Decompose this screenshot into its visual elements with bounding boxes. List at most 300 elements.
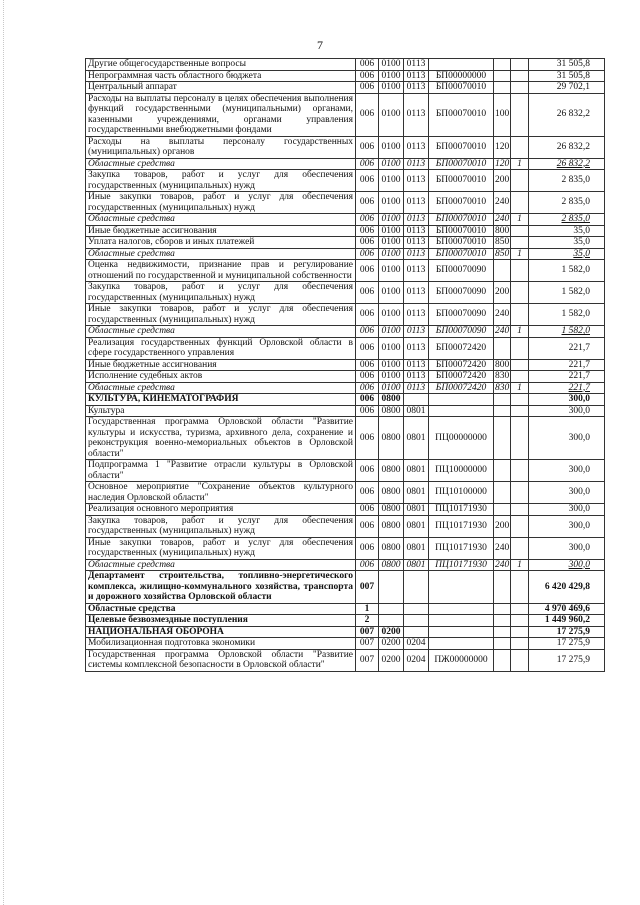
row-ved-code: 006 — [356, 326, 379, 338]
row-subsection-code: 0113 — [404, 304, 429, 326]
row-target-article: ПЦ10000000 — [429, 460, 494, 482]
row-name: Реализация основного мероприятия — [86, 504, 356, 516]
row-name: Уплата налогов, сборов и иных платежей — [86, 237, 356, 249]
row-expense-type — [494, 70, 511, 82]
row-ved-code: 006 — [356, 248, 379, 260]
row-amount: 26 832,2 — [529, 158, 605, 170]
row-subsection-code: 0113 — [404, 337, 429, 359]
table-row — [86, 537, 605, 559]
row-section-code: 0100 — [379, 237, 404, 249]
row-funding-source — [511, 371, 529, 383]
row-expense-type: 120 — [494, 136, 511, 158]
row-name: КУЛЬТУРА, КИНЕМАТОГРАФИЯ — [86, 394, 356, 406]
row-name: Целевые безвозмездные поступления — [86, 615, 356, 627]
row-section-code: 0100 — [379, 70, 404, 82]
row-funding-source — [511, 93, 529, 136]
row-funding-source — [511, 504, 529, 516]
row-ved-code: 007 — [356, 571, 379, 604]
table-row — [86, 282, 605, 304]
row-ved-code: 007 — [356, 626, 379, 638]
row-section-code: 0100 — [379, 59, 404, 71]
row-funding-source — [511, 615, 529, 627]
row-name: Государственная программа Орловской области "Развитие культуры и искусства, туризма, архивного дела, сохранение и реконструкция военно-мемориальных объектов в Орловской области" — [86, 417, 356, 460]
row-subsection-code: 0204 — [404, 649, 429, 671]
row-subsection-code: 0113 — [404, 237, 429, 249]
row-subsection-code: 0113 — [404, 59, 429, 71]
row-amount: 300,0 — [529, 537, 605, 559]
row-section-code: 0800 — [379, 417, 404, 460]
row-target-article: БП00070010 — [429, 170, 494, 192]
row-section-code: 0100 — [379, 337, 404, 359]
row-section-code: 0800 — [379, 515, 404, 537]
row-name: Областные средства — [86, 158, 356, 170]
row-name: НАЦИОНАЛЬНАЯ ОБОРОНА — [86, 626, 356, 638]
row-name: Иные бюджетные ассигнования — [86, 225, 356, 237]
row-expense-type — [494, 626, 511, 638]
row-target-article: ПЦ10171930 — [429, 559, 494, 571]
row-ved-code: 006 — [356, 237, 379, 249]
row-section-code: 0100 — [379, 248, 404, 260]
row-target-article: БП00070090 — [429, 326, 494, 338]
row-expense-type: 240 — [495, 559, 510, 570]
row-ved-code: 2 — [356, 615, 379, 627]
row-subsection-code — [404, 615, 429, 627]
row-funding-source — [511, 571, 529, 604]
table-row — [86, 214, 605, 226]
row-name: Непрограммная часть областного бюджета — [86, 70, 356, 82]
row-subsection-code: 0113 — [404, 136, 429, 158]
row-name: Иные закупки товаров, работ и услуг для обеспечения государственных (муниципальных) нужд — [86, 537, 356, 559]
row-target-article: БП00070010 — [429, 214, 494, 226]
row-funding-source — [511, 225, 529, 237]
row-target-article — [429, 626, 494, 638]
row-section-code: 0800 — [379, 559, 404, 571]
row-target-article — [429, 603, 494, 615]
row-subsection-code: 0113 — [404, 359, 429, 371]
row-subsection-code: 0113 — [404, 282, 429, 304]
row-section-code: 0100 — [379, 93, 404, 136]
row-target-article — [429, 615, 494, 627]
row-target-article — [429, 405, 494, 417]
row-expense-type — [494, 394, 511, 406]
table-row — [86, 248, 605, 260]
row-subsection-code: 0801 — [404, 537, 429, 559]
row-name: Иные закупки товаров, работ и услуг для обеспечения государственных (муниципальных) нужд — [86, 192, 356, 214]
row-funding-source — [511, 59, 529, 71]
row-subsection-code: 0113 — [404, 382, 429, 394]
row-section-code: 0800 — [379, 482, 404, 504]
row-subsection-code: 0801 — [404, 405, 429, 417]
row-subsection-code: 0801 — [404, 559, 429, 571]
row-expense-type: 240 — [494, 537, 511, 559]
row-target-article: ПЦ10171930 — [429, 537, 494, 559]
row-name: Департамент строительства, топливно-энергетического комплекса, жилищно-коммунального хозяйства, транспорта и дорожного хозяйства Орловской области — [86, 571, 356, 604]
row-amount: 17 275,9 — [529, 626, 605, 638]
row-funding-source — [511, 136, 529, 158]
row-funding-source — [511, 537, 529, 559]
row-section-code: 0100 — [379, 382, 404, 394]
row-ved-code: 007 — [356, 638, 379, 650]
row-funding-source — [511, 192, 529, 214]
row-ved-code: 006 — [356, 170, 379, 192]
row-amount: 26 832,2 — [529, 136, 605, 158]
row-subsection-code: 0113 — [404, 70, 429, 82]
row-target-article: БП00070010 — [429, 192, 494, 214]
row-amount: 300,0 — [529, 417, 605, 460]
row-name: Другие общегосударственные вопросы — [86, 59, 356, 71]
row-subsection-code: 0113 — [404, 82, 429, 94]
row-target-article — [429, 59, 494, 71]
row-funding-source — [511, 70, 529, 82]
row-target-article: БП00072420 — [429, 359, 494, 371]
row-funding-source: 1 — [511, 158, 529, 170]
row-amount: 221,7 — [529, 382, 605, 394]
row-amount: 31 505,8 — [529, 70, 605, 82]
row-name: Иные закупки товаров, работ и услуг для обеспечения государственных (муниципальных) нужд — [86, 304, 356, 326]
row-amount: 31 505,8 — [529, 59, 605, 71]
row-subsection-code — [404, 571, 429, 604]
table-row — [86, 170, 605, 192]
row-subsection-code: 0113 — [404, 170, 429, 192]
row-name: Закупка товаров, работ и услуг для обеспечения государственных (муниципальных) нужд — [86, 282, 356, 304]
row-ved-code: 006 — [356, 158, 379, 170]
row-ved-code: 006 — [356, 482, 379, 504]
row-funding-source — [511, 638, 529, 650]
row-ved-code: 006 — [356, 136, 379, 158]
row-funding-source: 1 — [511, 214, 529, 226]
row-section-code — [379, 571, 404, 604]
row-amount: 2 835,0 — [529, 170, 605, 192]
row-name: Основное мероприятие "Сохранение объектов культурного наследия Орловской области" — [86, 482, 356, 504]
table-row — [86, 136, 605, 158]
row-target-article: БП00070010 — [429, 93, 494, 136]
table-row — [86, 603, 605, 615]
row-target-article: ПЦ00000000 — [429, 417, 494, 460]
row-name: Оценка недвижимости, признание прав и регулирование отношений по государственной и муниципальной собственности — [86, 260, 356, 282]
row-name: Закупка товаров, работ и услуг для обеспечения государственных (муниципальных) нужд — [86, 170, 356, 192]
row-amount: 300,0 — [529, 482, 605, 504]
row-subsection-code: 0801 — [404, 460, 429, 482]
row-subsection-code: 0113 — [404, 248, 429, 260]
row-section-code: 0800 — [379, 394, 404, 406]
row-subsection-code: 0801 — [404, 482, 429, 504]
row-amount: 35,0 — [529, 248, 605, 260]
row-amount: 300,0 — [529, 460, 605, 482]
row-name: Областные средства — [86, 603, 356, 615]
table-row — [86, 158, 605, 170]
row-funding-source: 1 — [511, 248, 529, 260]
table-row — [86, 192, 605, 214]
row-amount: 1 582,0 — [529, 282, 605, 304]
table-row — [86, 649, 605, 671]
table-row — [86, 460, 605, 482]
row-ved-code: 006 — [356, 192, 379, 214]
table-row — [86, 394, 605, 406]
row-expense-type — [494, 337, 511, 359]
row-subsection-code: 0113 — [404, 371, 429, 383]
row-ved-code: 006 — [356, 214, 379, 226]
row-amount: 1 582,0 — [529, 304, 605, 326]
row-ved-code: 006 — [356, 282, 379, 304]
row-amount: 17 275,9 — [529, 649, 605, 671]
row-expense-type: 100 — [494, 93, 511, 136]
row-funding-source — [511, 304, 529, 326]
row-funding-source — [511, 282, 529, 304]
row-amount: 2 835,0 — [529, 214, 605, 226]
row-subsection-code: 0113 — [404, 214, 429, 226]
row-subsection-code: 0113 — [404, 192, 429, 214]
row-name: Областные средства — [86, 214, 356, 226]
row-funding-source — [511, 417, 529, 460]
row-name: Подпрограмма 1 "Развитие отрасли культуры в Орловской области" — [86, 460, 356, 482]
table-row — [86, 337, 605, 359]
row-section-code: 0100 — [379, 225, 404, 237]
row-target-article: БП00072420 — [429, 382, 494, 394]
table-row — [86, 382, 605, 394]
row-section-code: 0100 — [379, 359, 404, 371]
row-target-article: ПЦ10171930 — [429, 504, 494, 516]
row-section-code: 0200 — [379, 638, 404, 650]
row-amount: 221,7 — [529, 359, 605, 371]
table-row — [86, 82, 605, 94]
row-funding-source — [511, 649, 529, 671]
row-amount: 35,0 — [529, 237, 605, 249]
row-funding-source — [511, 460, 529, 482]
row-expense-type — [494, 405, 511, 417]
row-name: Областные средства — [86, 326, 356, 338]
row-expense-type — [494, 571, 511, 604]
row-target-article: БП00070090 — [429, 304, 494, 326]
row-amount: 1 449 960,2 — [529, 615, 605, 627]
row-target-article: БП00072420 — [429, 371, 494, 383]
row-name: Реализация государственных функций Орловской области в сфере государственного управления — [86, 337, 356, 359]
row-section-code: 0100 — [379, 136, 404, 158]
row-name: Иные бюджетные ассигнования — [86, 359, 356, 371]
row-amount: 35,0 — [529, 225, 605, 237]
row-ved-code: 006 — [356, 59, 379, 71]
row-section-code: 0100 — [379, 158, 404, 170]
table-row — [86, 515, 605, 537]
table-row — [86, 359, 605, 371]
row-name: Расходы на выплаты персоналу государственных (муниципальных) органов — [86, 136, 356, 158]
row-target-article: БП00070010 — [429, 237, 494, 249]
row-name: Закупка товаров, работ и услуг для обеспечения государственных (муниципальных) нужд — [86, 515, 356, 537]
table-row — [86, 237, 605, 249]
row-ved-code: 006 — [356, 559, 379, 571]
row-expense-type: 120 — [495, 158, 510, 169]
table-row — [86, 571, 605, 604]
row-expense-type — [494, 460, 511, 482]
row-funding-source — [511, 359, 529, 371]
row-funding-source — [511, 260, 529, 282]
row-amount: 300,0 — [529, 504, 605, 516]
row-funding-source — [511, 603, 529, 615]
row-amount: 221,7 — [529, 337, 605, 359]
row-section-code: 0100 — [379, 371, 404, 383]
row-funding-source — [511, 405, 529, 417]
table-row — [86, 559, 605, 571]
row-section-code: 0100 — [379, 326, 404, 338]
row-expense-type: 240 — [494, 192, 511, 214]
row-target-article — [429, 638, 494, 650]
row-expense-type — [494, 417, 511, 460]
table-row — [86, 417, 605, 460]
row-section-code: 0100 — [379, 282, 404, 304]
row-ved-code: 006 — [356, 82, 379, 94]
row-target-article: БП00070010 — [429, 225, 494, 237]
row-name: Областные средства — [86, 248, 356, 260]
row-target-article — [429, 571, 494, 604]
row-expense-type: 240 — [495, 214, 510, 224]
table-row — [86, 260, 605, 282]
row-expense-type — [494, 82, 511, 94]
row-ved-code: 006 — [356, 394, 379, 406]
row-ved-code: 006 — [356, 460, 379, 482]
row-expense-type — [494, 59, 511, 71]
row-name: Государственная программа Орловской области "Развитие системы комплексной безопасности в Орловской области" — [86, 649, 356, 671]
row-section-code: 0100 — [379, 214, 404, 226]
row-expense-type: 800 — [495, 359, 510, 370]
row-target-article: БП00072420 — [429, 337, 494, 359]
row-amount: 1 582,0 — [529, 260, 605, 282]
row-target-article: БП00070090 — [429, 282, 494, 304]
row-section-code: 0800 — [379, 504, 404, 516]
row-ved-code: 006 — [356, 537, 379, 559]
row-section-code: 0200 — [379, 626, 404, 638]
table-row — [86, 615, 605, 627]
row-funding-source — [511, 337, 529, 359]
row-funding-source: 1 — [511, 559, 529, 571]
row-section-code — [379, 603, 404, 615]
row-funding-source — [511, 515, 529, 537]
row-amount: 2 835,0 — [529, 192, 605, 214]
budget-table — [85, 58, 605, 672]
row-subsection-code: 0113 — [404, 326, 429, 338]
row-amount: 17 275,9 — [529, 638, 605, 650]
table-row — [86, 70, 605, 82]
row-subsection-code: 0204 — [404, 638, 429, 650]
row-ved-code: 006 — [356, 417, 379, 460]
row-amount: 1 582,0 — [529, 326, 605, 338]
row-amount: 26 832,2 — [529, 93, 605, 136]
row-expense-type: 800 — [495, 225, 510, 236]
table-row — [86, 638, 605, 650]
row-expense-type: 200 — [494, 282, 511, 304]
row-name: Расходы на выплаты персоналу в целях обеспечения выполнения функций государственными (муниципальными) органами, казенными учреждениями, органами управления государственными внебюджетными фондами — [86, 93, 356, 136]
table-row — [86, 504, 605, 516]
row-section-code: 0100 — [379, 82, 404, 94]
row-amount: 221,7 — [529, 371, 605, 383]
row-subsection-code — [404, 394, 429, 406]
row-name: Исполнение судебных актов — [86, 371, 356, 383]
row-name: Культура — [86, 405, 356, 417]
row-amount: 300,0 — [529, 394, 605, 406]
row-section-code — [379, 615, 404, 627]
row-target-article: БП00000000 — [429, 70, 494, 82]
row-funding-source: 1 — [511, 326, 529, 338]
row-subsection-code: 0113 — [404, 260, 429, 282]
row-name: Областные средства — [86, 382, 356, 394]
row-ved-code: 006 — [356, 371, 379, 383]
row-ved-code: 006 — [356, 504, 379, 516]
row-expense-type — [494, 482, 511, 504]
row-ved-code: 006 — [356, 359, 379, 371]
row-expense-type: 240 — [494, 304, 511, 326]
row-target-article — [429, 394, 494, 406]
table-row — [86, 225, 605, 237]
row-ved-code: 006 — [356, 304, 379, 326]
row-target-article: БП00070010 — [429, 248, 494, 260]
row-subsection-code: 0801 — [404, 504, 429, 516]
row-expense-type — [494, 638, 511, 650]
row-section-code: 0800 — [379, 405, 404, 417]
row-section-code: 0800 — [379, 537, 404, 559]
page-number: 7 — [317, 38, 323, 52]
row-expense-type — [494, 504, 511, 516]
row-funding-source — [511, 626, 529, 638]
row-amount: 29 702,1 — [529, 82, 605, 94]
row-name: Центральный аппарат — [86, 82, 356, 94]
row-amount: 6 420 429,8 — [529, 571, 605, 604]
row-subsection-code — [404, 626, 429, 638]
row-expense-type — [494, 603, 511, 615]
row-subsection-code: 0113 — [404, 93, 429, 136]
row-section-code: 0100 — [379, 260, 404, 282]
row-target-article: БП00070010 — [429, 136, 494, 158]
row-name: Мобилизационная подготовка экономики — [86, 638, 356, 650]
row-ved-code: 006 — [356, 225, 379, 237]
table-row — [86, 304, 605, 326]
row-ved-code: 1 — [356, 603, 379, 615]
row-funding-source — [511, 237, 529, 249]
row-expense-type: 200 — [494, 170, 511, 192]
row-target-article: ПЦ10100000 — [429, 482, 494, 504]
row-expense-type: 200 — [494, 515, 511, 537]
row-target-article: БП00070010 — [429, 82, 494, 94]
row-expense-type — [494, 649, 511, 671]
row-funding-source — [511, 170, 529, 192]
row-subsection-code: 0801 — [404, 515, 429, 537]
row-target-article: БП00070090 — [429, 260, 494, 282]
row-amount: 300,0 — [529, 515, 605, 537]
scan-margin-line — [3, 0, 5, 905]
row-expense-type: 830 — [495, 371, 510, 381]
row-funding-source — [511, 394, 529, 406]
table-row — [86, 326, 605, 338]
table-row — [86, 59, 605, 71]
row-ved-code: 006 — [356, 337, 379, 359]
row-target-article: ПЦ10171930 — [429, 515, 494, 537]
row-amount: 300,0 — [529, 559, 605, 571]
row-amount: 300,0 — [529, 405, 605, 417]
table-row — [86, 93, 605, 136]
row-expense-type — [494, 615, 511, 627]
row-section-code: 0100 — [379, 304, 404, 326]
row-amount: 4 970 469,6 — [529, 603, 605, 615]
row-funding-source — [511, 482, 529, 504]
row-expense-type: 850 — [495, 248, 510, 259]
row-section-code: 0100 — [379, 170, 404, 192]
row-ved-code: 006 — [356, 405, 379, 417]
row-subsection-code: 0801 — [404, 417, 429, 460]
row-subsection-code: 0113 — [404, 158, 429, 170]
row-ved-code: 006 — [356, 260, 379, 282]
row-subsection-code — [404, 603, 429, 615]
row-target-article: БП00070010 — [429, 158, 494, 170]
table-row — [86, 482, 605, 504]
table-row — [86, 405, 605, 417]
budget-table-body — [86, 59, 605, 672]
